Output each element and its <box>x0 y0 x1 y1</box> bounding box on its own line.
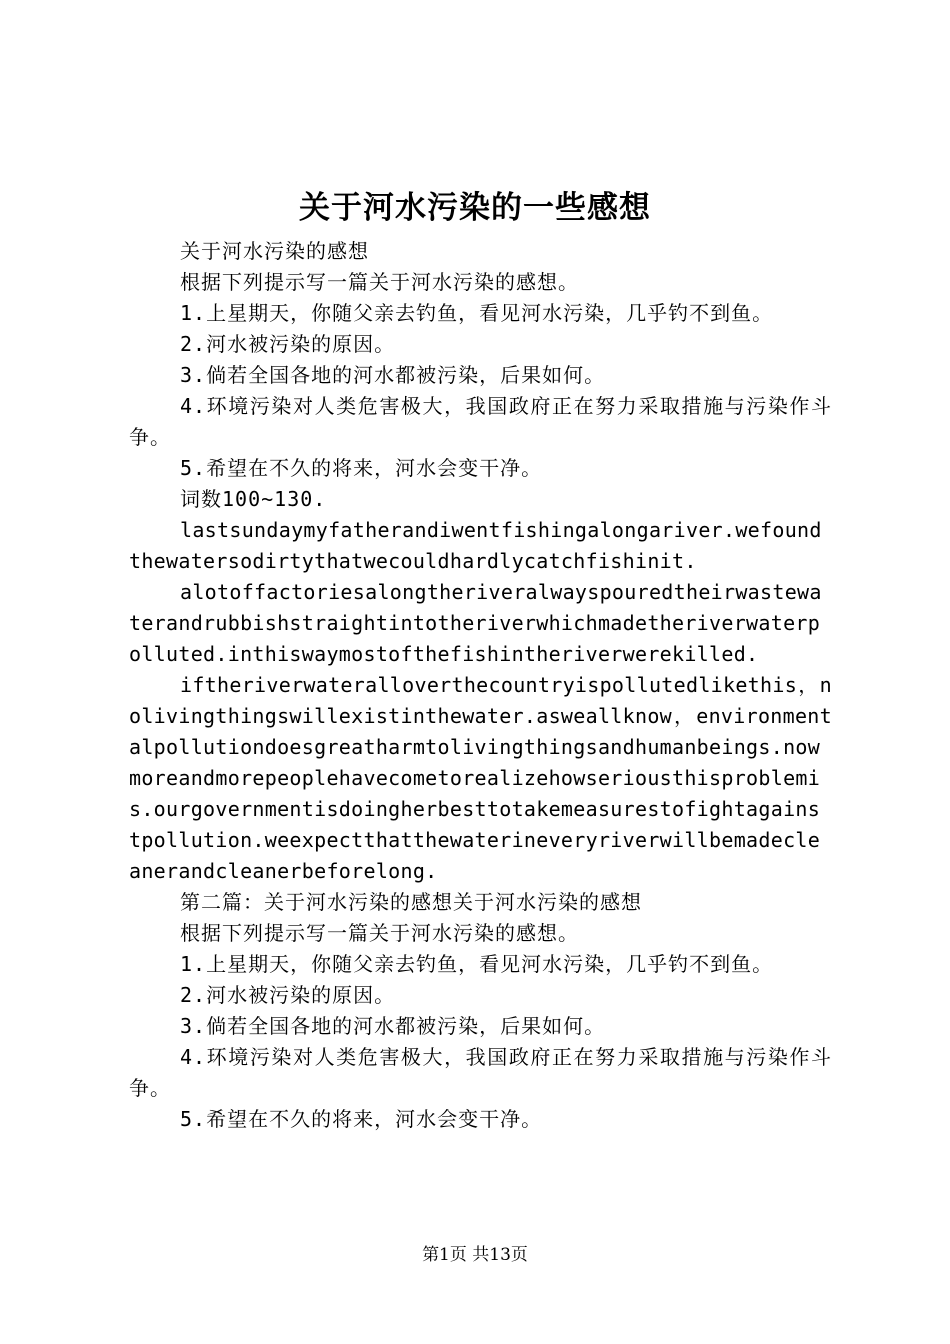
paragraph: lastsundaymyfatherandiwentfishingalongariver.wefoundthewatersodirtythatwecouldhardlycatchfishinit. <box>129 518 822 573</box>
document-title: 关于河水污染的一些感想 <box>299 190 651 226</box>
paragraph: 根据下列提示写一篇关于河水污染的感想。 <box>180 270 579 294</box>
paragraph: 第二篇：关于河水污染的感想关于河水污染的感想 <box>180 890 642 914</box>
paragraph: 根据下列提示写一篇关于河水污染的感想。 <box>180 921 579 945</box>
paragraph: 1.上星期天，你随父亲去钓鱼，看见河水污染，几乎钓不到鱼。 <box>180 301 774 325</box>
paragraph: 5.希望在不久的将来，河水会变干净。 <box>180 456 543 480</box>
paragraph: 5.希望在不久的将来，河水会变干净。 <box>180 1107 543 1131</box>
paragraph: 1.上星期天，你随父亲去钓鱼，看见河水污染，几乎钓不到鱼。 <box>180 952 774 976</box>
paragraph: 2.河水被污染的原因。 <box>180 332 396 356</box>
paragraph: alotoffactoriesalongtheriveralwayspouredtheirwastewaterandrubbishstraightintotheriverwhichmadetheriverwaterpolluted.inthiswaymostofthefishintheriverwerekilled. <box>129 580 822 666</box>
paragraph: 关于河水污染的感想 <box>180 239 369 263</box>
paragraph: 3.倘若全国各地的河水都被污染，后果如何。 <box>180 363 606 387</box>
page-number-footer: 第1页 共13页 <box>422 1245 528 1265</box>
paragraph: 2.河水被污染的原因。 <box>180 983 396 1007</box>
document-body <box>129 236 832 1135</box>
paragraph: 4.环境污染对人类危害极大，我国政府正在努力采取措施与污染作斗争。 <box>129 1045 832 1100</box>
paragraph: 4.环境污染对人类危害极大，我国政府正在努力采取措施与污染作斗争。 <box>129 394 832 449</box>
paragraph: 词数100~130. <box>180 487 327 511</box>
paragraph: 3.倘若全国各地的河水都被污染，后果如何。 <box>180 1014 606 1038</box>
paragraph: iftheriverwateralloverthecountryispollutedlikethis，nolivingthingswillexistinthewater.asweallknow，environmentalpollutiondoesgreatharmtolivingthingsandhumanbeings.nowmoreandmorepeoplehavecometorealizehowseriousthisproblemis.ourgovernmentisdoingherbesttotakemeasurestofightagainstpollution.weexpectthatthewaterineveryriverwillbemadecleanerandcleanerbeforelong. <box>129 673 832 883</box>
